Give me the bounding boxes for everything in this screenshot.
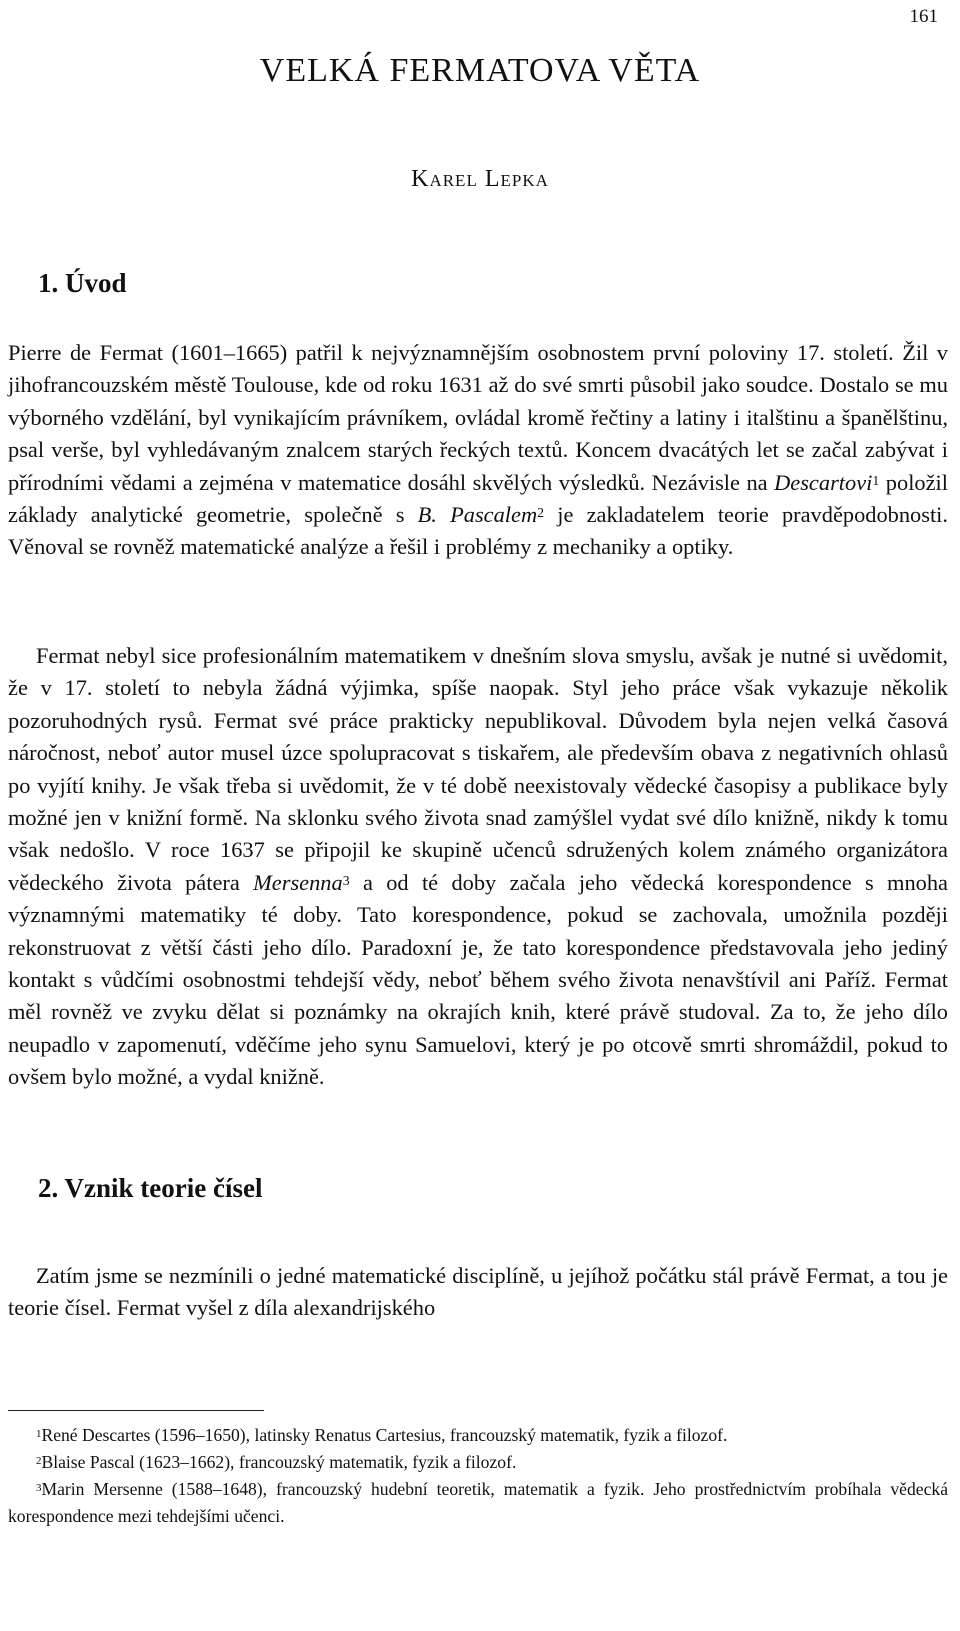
- paragraph-text: Pierre de Fermat (1601–1665) patřil k nejvýznamnějším osobnostem první poloviny 17. století. Žil v jihofrancouzském městě Toulouse, kde od roku 1631 až do své smrti působil jako soudce. Dostalo se mu výborného vzdělání, byl vynikajícím právníkem, ovládal kromě řečtiny a latiny i italštinu a španělštinu, psal verše, byl vyhledávaným znalcem starých řeckých textů. Koncem dvacátých let se začal zabývat i přírodními vědami a zejména v matematice dosáhl skvělých výsledků. Nezávisle na: [8, 340, 948, 495]
- footnote-ref-1: 1: [872, 473, 880, 489]
- pascal-name: Pascalem: [450, 502, 538, 528]
- footnote-divider: [8, 1410, 264, 1411]
- footnote-text: Blaise Pascal (1623–1662), francouzský matematik, fyzik a filozof.: [41, 1452, 517, 1472]
- article-title: VELKÁ FERMATOVA VĚTA: [259, 52, 701, 89]
- footnotes: [8, 1422, 948, 1530]
- paragraph-text: a od té doby začala jeho vědecká korespondence s mnoha významnými matematiky té doby. Tato korespondence, pokud se zachovala, umožnila později rekonstruovat z větší části jeho dílo. Paradoxní je, že tato korespondence představovala jeho jediný kontakt s vůdčími osobnostmi tehdejší vědy, neboť během svého života nenavštívil ani Paříž. Fermat měl rovněž ve zvyku dělat si poznámky na okrajích knih, které právě studoval. Za to, že jeho dílo neupadlo v zapomenutí, vděčíme jeho synu Samuelovi, který je po otcově smrti shromáždil, pokud to ovšem bylo možné, a vydal knižně.: [8, 869, 948, 1090]
- footnote-3: [8, 1476, 948, 1530]
- section-heading-intro: 1. Úvod: [38, 268, 127, 298]
- paragraph-text: Fermat nebyl sice profesionálním matematikem v dnešním slova smyslu, avšak je nutné si uvědomit, že v 17. století to nebyla žádná výjimka, spíše naopak. Styl jeho práce však vykazuje několik pozoruhodných rysů. Fermat své práce prakticky nepublikoval. Důvodem byla nejen velká časová náročnost, neboť autor musel úzce spolupracovat s tiskařem, ale především obava z negativních ohlasů po vyjítí knihy. Je však třeba si uvědomit, že v té době neexistovaly vědecké časopisy a publikace byly možné jen v knižní formě. Na sklonku svého života snad zamýšlel vydat své dílo knižně, nikdy k tomu však nedošlo. V roce 1637 se připojil ke skupině učenců sdružených kolem známého organizátora vědeckého života pátera: [8, 643, 948, 895]
- footnote-text: René Descartes (1596–1650), latinsky Renatus Cartesius, francouzský matematik, fyzik a filozof.: [41, 1425, 728, 1445]
- author-last-initial: L: [484, 166, 501, 192]
- footnote-mark: 2: [36, 1455, 42, 1468]
- footnote-mark: 1: [36, 1428, 42, 1441]
- footnote-text: Marin Mersenne (1588–1648), francouzský hudební teoretik, matematik a fyzik. Jeho prostřednictvím probíhala vědecká korespondence mezi tehdejšími učenci.: [8, 1479, 948, 1526]
- footnote-mark: 3: [36, 1482, 42, 1495]
- paragraph-intro: [8, 337, 948, 564]
- section-heading-number-theory: 2. Vznik teorie čísel: [38, 1173, 263, 1203]
- paragraph-work-style: [8, 640, 948, 1094]
- author-name: [0, 166, 960, 193]
- author-first-rest: AREL: [429, 171, 478, 190]
- footnote-1: [8, 1422, 948, 1449]
- paragraph-text: položil základy analytické geometrie, společně s: [8, 469, 948, 528]
- author-last-rest: EPKA: [500, 171, 549, 190]
- author-first-initial: K: [411, 166, 430, 192]
- footnote-ref-3: 3: [342, 873, 350, 889]
- mersenne-name: Mersenna: [253, 869, 343, 895]
- descartes-name: Descartovi: [774, 469, 873, 495]
- footnote-2: [8, 1449, 948, 1476]
- footnote-ref-2: 2: [537, 506, 545, 522]
- paragraph-text: je zakladatelem teorie pravděpodobnosti. Věnoval se rovněž matematické analýze a řešil i problémy z mechaniky a optiky.: [8, 502, 949, 560]
- page-number: 161: [909, 6, 938, 27]
- pascal-initial: B.: [417, 502, 437, 528]
- paragraph-number-theory: Zatím jsme se nezmínili o jedné matematické disciplíně, u jejíhož počátku stál právě Fermat, a tou je teorie čísel. Fermat vyšel z díla alexandrijského: [8, 1263, 948, 1321]
